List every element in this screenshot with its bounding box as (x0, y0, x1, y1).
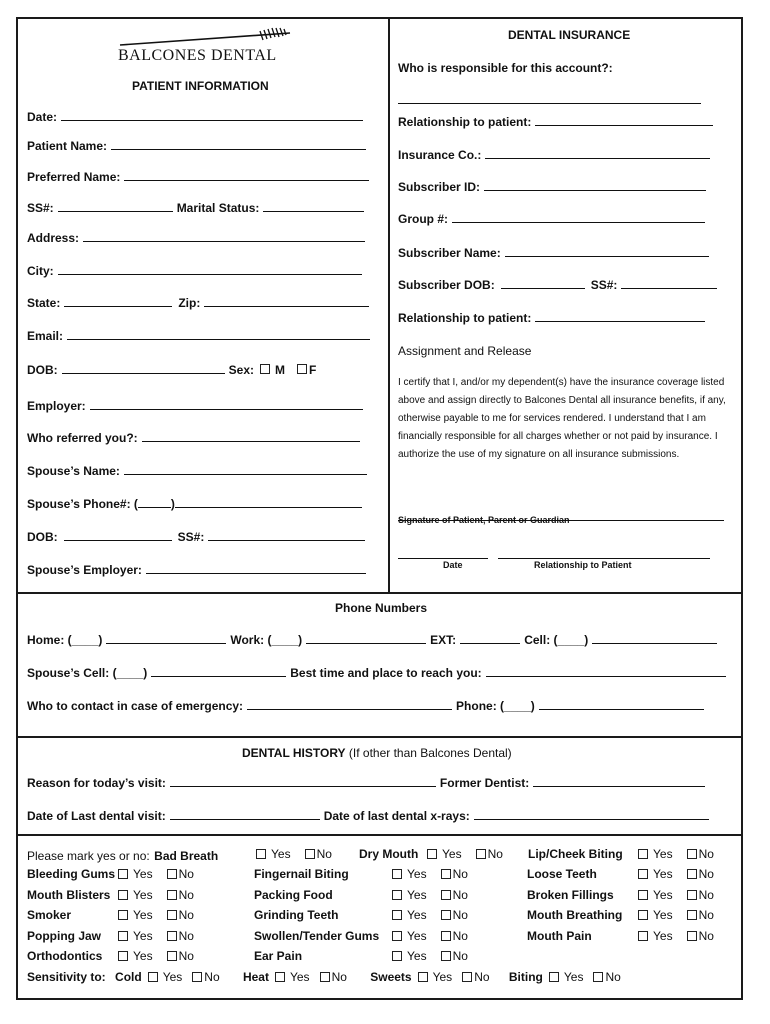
home-phone-line[interactable] (106, 633, 226, 644)
biting-yes-checkbox[interactable] (549, 972, 559, 982)
popping-jaw-options[interactable] (112, 929, 194, 943)
dry-mouth-options[interactable] (421, 847, 503, 861)
grinding-label: Grinding Teeth (254, 908, 339, 922)
spouse-phone-area-line[interactable] (138, 497, 171, 508)
date-line[interactable] (61, 110, 363, 121)
cold-label: Cold (115, 970, 142, 984)
bleeding-gums-no-checkbox[interactable] (167, 869, 177, 879)
city-field[interactable] (27, 264, 362, 278)
mouth-pain-no-checkbox[interactable] (687, 931, 697, 941)
spouse-phone-label: Spouse’s Phone#: ( (27, 497, 138, 511)
signature-label: Signature of Patient, Parent or Guardian (398, 515, 570, 525)
mouth-blisters-no-checkbox[interactable] (167, 890, 177, 900)
responsible-line[interactable] (398, 93, 701, 104)
city-line[interactable] (58, 264, 362, 275)
yes-label: Yes (653, 847, 673, 861)
fingernail-no-checkbox[interactable] (441, 869, 451, 879)
no-label: No (452, 929, 468, 943)
no-label: No (178, 949, 194, 963)
ssn-marital-field[interactable] (27, 201, 364, 215)
popping-jaw-yes-checkbox[interactable] (118, 931, 128, 941)
no-label: No (605, 970, 621, 984)
heat-no-checkbox[interactable] (320, 972, 330, 982)
referred-label: Who referred you?: (27, 431, 138, 445)
no-label: No (452, 908, 468, 922)
fingernail-options[interactable] (386, 867, 468, 881)
referred-field[interactable] (27, 431, 360, 445)
loose-teeth-options[interactable] (632, 867, 714, 881)
no-label: No (452, 888, 468, 902)
ext-line[interactable] (460, 633, 520, 644)
work-phone-line[interactable] (306, 633, 426, 644)
last-xrays-line[interactable] (474, 809, 709, 820)
spouse-dob-line[interactable] (64, 530, 172, 541)
no-label: No (178, 908, 194, 922)
grinding-options[interactable] (386, 908, 468, 922)
cell-phone-line[interactable] (592, 633, 717, 644)
signature-date-label: Date (443, 560, 463, 570)
last-xrays-label: Date of last dental x-rays: (323, 809, 470, 823)
no-label: No (331, 970, 347, 984)
cold-no-checkbox[interactable] (192, 972, 202, 982)
marital-status-label: Marital Status: (176, 201, 260, 215)
yes-label: Yes (407, 888, 427, 902)
yes-label: Yes (653, 908, 673, 922)
fingernail-label: Fingernail Biting (254, 867, 349, 881)
relationship1-line[interactable] (535, 115, 713, 126)
dental-history-title (242, 744, 512, 762)
yes-label: Yes (289, 970, 310, 984)
bad-breath-label: Bad Breath (154, 849, 219, 863)
dental-history-title-note: (If other than Balcones Dental) (345, 746, 512, 760)
swollen-gums-no-checkbox[interactable] (441, 931, 451, 941)
insurance-co-label: Insurance Co.: (398, 148, 482, 162)
mouth-blisters-options[interactable] (112, 888, 194, 902)
spouse-phone-paren: ) (170, 497, 175, 511)
emergency-phone-line[interactable] (539, 699, 704, 710)
relationship1-label: Relationship to patient: (398, 115, 532, 129)
no-label: No (452, 867, 468, 881)
sensitivity-row[interactable] (27, 970, 621, 984)
packing-food-label: Packing Food (254, 888, 333, 902)
cold-yes-checkbox[interactable] (148, 972, 158, 982)
home-phone-label: Home: (____) (27, 633, 103, 647)
history-row-2[interactable] (27, 809, 709, 823)
yes-label: Yes (442, 847, 462, 861)
relationship1-field[interactable] (398, 115, 713, 129)
preferred-name-line[interactable] (124, 170, 369, 181)
patient-name-label: Patient Name: (27, 139, 108, 153)
subscriber-ssn-line[interactable] (621, 278, 717, 289)
phones-row-2[interactable] (27, 666, 726, 680)
phones-title: Phone Numbers (335, 601, 428, 615)
subscriber-dob-line[interactable] (501, 278, 585, 289)
dry-mouth-no-checkbox[interactable] (476, 849, 486, 859)
sex-m-checkbox[interactable] (260, 364, 270, 374)
bleeding-gums-yes-checkbox[interactable] (118, 869, 128, 879)
city-label: City: (27, 264, 54, 278)
smoker-label: Smoker (27, 908, 72, 922)
spouse-cell-line[interactable] (151, 666, 286, 677)
dental-form (16, 17, 743, 1000)
sex-label: Sex: (228, 363, 255, 377)
ear-pain-label: Ear Pain (254, 949, 303, 963)
spouse-employer-line[interactable] (146, 563, 366, 574)
mouth-pain-options[interactable] (632, 929, 714, 943)
mouth-breathing-no-checkbox[interactable] (687, 910, 697, 920)
logo-mark-icon (108, 25, 308, 47)
work-phone-label: Work: (____) (230, 633, 303, 647)
no-label: No (698, 908, 714, 922)
yes-label: Yes (407, 929, 427, 943)
popping-jaw-no-checkbox[interactable] (167, 931, 177, 941)
phones-row-3[interactable] (27, 699, 704, 713)
responsible-field[interactable] (398, 93, 701, 104)
spouse-ssn-line[interactable] (208, 530, 365, 541)
mouth-breathing-yes-checkbox[interactable] (638, 910, 648, 920)
patient-name-line[interactable] (111, 139, 366, 150)
insurance-title: DENTAL INSURANCE (508, 28, 631, 42)
insurance-co-line[interactable] (485, 148, 710, 159)
lip-cheek-label: Lip/Cheek Biting (528, 847, 623, 861)
no-label: No (316, 847, 332, 861)
email-label: Email: (27, 329, 64, 343)
subscriber-name-label: Subscriber Name: (398, 246, 501, 260)
bleeding-gums-options[interactable] (112, 867, 194, 881)
responsible-label: Who is responsible for this account?: (398, 61, 613, 75)
broken-fillings-label: Broken Fillings (527, 888, 614, 902)
mouth-pain-label: Mouth Pain (527, 929, 592, 943)
sex-f-checkbox[interactable] (297, 364, 307, 374)
emergency-contact-line[interactable] (247, 699, 452, 710)
reason-label: Reason for today’s visit: (27, 776, 166, 790)
phones-row-1[interactable] (27, 633, 717, 647)
insurance-co-field[interactable] (398, 148, 710, 162)
yes-label: Yes (563, 970, 584, 984)
spouse-name-field[interactable] (27, 464, 367, 478)
conditions-row-1 (27, 847, 218, 865)
patient-info-title: PATIENT INFORMATION (132, 79, 269, 93)
spouse-ssn-label: SS#: (177, 530, 205, 544)
spouse-employer-field[interactable] (27, 563, 366, 577)
no-label: No (178, 888, 194, 902)
dob-label: DOB: (27, 363, 58, 377)
yes-label: Yes (162, 970, 183, 984)
emergency-contact-label: Who to contact in case of emergency: (27, 699, 244, 713)
spouse-dob-ssn-field[interactable] (27, 530, 365, 544)
sweets-no-checkbox[interactable] (462, 972, 472, 982)
marital-status-line[interactable] (263, 201, 364, 212)
no-label: No (178, 929, 194, 943)
broken-fillings-yes-checkbox[interactable] (638, 890, 648, 900)
state-label: State: (27, 296, 61, 310)
group-field[interactable] (398, 212, 705, 226)
mouth-blisters-yes-checkbox[interactable] (118, 890, 128, 900)
ssn-label: SS#: (27, 201, 54, 215)
no-label: No (452, 949, 468, 963)
former-dentist-line[interactable] (533, 776, 705, 787)
grinding-no-checkbox[interactable] (441, 910, 451, 920)
lip-cheek-no-checkbox[interactable] (687, 849, 697, 859)
dob-line[interactable] (62, 363, 225, 374)
subscriber-name-field[interactable] (398, 246, 709, 260)
emergency-phone-label: Phone: (____) (456, 699, 535, 713)
subscriber-id-line[interactable] (484, 180, 706, 191)
yes-label: Yes (653, 929, 673, 943)
yes-label: Yes (133, 867, 153, 881)
fingernail-yes-checkbox[interactable] (392, 869, 402, 879)
preferred-name-field[interactable] (27, 170, 369, 184)
broken-fillings-no-checkbox[interactable] (687, 890, 697, 900)
no-label: No (698, 867, 714, 881)
date-label: Date: (27, 110, 58, 124)
spouse-dob-label: DOB: (27, 530, 58, 544)
biting-no-checkbox[interactable] (593, 972, 603, 982)
orthodontics-options[interactable] (112, 949, 194, 963)
swollen-gums-yes-checkbox[interactable] (392, 931, 402, 941)
yes-label: Yes (432, 970, 453, 984)
bad-breath-no-checkbox[interactable] (305, 849, 315, 859)
popping-jaw-label: Popping Jaw (27, 929, 102, 943)
spouse-phone-field[interactable] (27, 497, 362, 511)
yes-label: Yes (653, 867, 673, 881)
swollen-gums-label: Swollen/Tender Gums (254, 929, 380, 943)
last-visit-line[interactable] (170, 809, 320, 820)
section-divider-phones (18, 592, 741, 594)
email-field[interactable] (27, 329, 370, 343)
loose-teeth-no-checkbox[interactable] (687, 869, 697, 879)
smoker-yes-checkbox[interactable] (118, 910, 128, 920)
former-dentist-label: Former Dentist: (439, 776, 530, 790)
best-time-line[interactable] (486, 666, 726, 677)
mouth-breathing-options[interactable] (632, 908, 714, 922)
column-divider (388, 19, 390, 592)
employer-line[interactable] (90, 399, 363, 410)
assignment-title: Assignment and Release (398, 344, 532, 358)
state-line[interactable] (64, 296, 172, 307)
assignment-text: I certify that I, and/or my dependent(s) have the insurance coverage listed above and assign directly to Balcones Dental all insurance benefits, if any, otherwise payable to me for services rendered. I understand that I am financially responsible for all charges whether or not paid by insurance. I authorize the use of my signature on all insurance submissions. (398, 377, 726, 460)
signature-relationship-label: Relationship to Patient (534, 560, 632, 570)
logo-text: BALCONES DENTAL (118, 47, 277, 64)
address-field[interactable] (27, 231, 365, 245)
history-row-1[interactable] (27, 776, 705, 790)
mouth-pain-yes-checkbox[interactable] (638, 931, 648, 941)
yes-label: Yes (133, 949, 153, 963)
yes-label: Yes (407, 949, 427, 963)
conditions-prompt: Please mark yes or no: (27, 849, 150, 863)
spouse-name-line[interactable] (124, 464, 367, 475)
biting-label: Biting (508, 970, 543, 984)
subscriber-dob-ssn-field[interactable] (398, 278, 717, 292)
ear-pain-options[interactable] (386, 949, 468, 963)
broken-fillings-options[interactable] (632, 888, 714, 902)
sensitivity-label: Sensitivity to: (27, 970, 106, 984)
dry-mouth-label: Dry Mouth (359, 847, 419, 861)
preferred-name-label: Preferred Name: (27, 170, 121, 184)
patient-name-field[interactable] (27, 139, 366, 153)
lip-cheek-options[interactable] (632, 847, 714, 861)
zip-line[interactable] (204, 296, 369, 307)
ear-pain-no-checkbox[interactable] (441, 951, 451, 961)
state-zip-field[interactable] (27, 296, 369, 310)
cell-phone-label: Cell: (____) (524, 633, 589, 647)
subscriber-id-field[interactable] (398, 180, 706, 194)
spouse-employer-label: Spouse’s Employer: (27, 563, 142, 577)
group-label: Group #: (398, 212, 448, 226)
employer-field[interactable] (27, 399, 363, 413)
yes-label: Yes (271, 847, 291, 861)
heat-yes-checkbox[interactable] (275, 972, 285, 982)
yes-label: Yes (407, 908, 427, 922)
section-divider-history (18, 736, 741, 738)
bleeding-gums-label: Bleeding Gums (27, 867, 116, 881)
spouse-cell-label: Spouse’s Cell: (____) (27, 666, 148, 680)
reason-line[interactable] (170, 776, 436, 787)
ext-label: EXT: (430, 633, 457, 647)
packing-food-no-checkbox[interactable] (441, 890, 451, 900)
swollen-gums-options[interactable] (386, 929, 468, 943)
relationship2-label: Relationship to patient: (398, 311, 532, 325)
spouse-phone-line[interactable] (175, 497, 362, 508)
ssn-line[interactable] (58, 201, 173, 212)
orthodontics-no-checkbox[interactable] (167, 951, 177, 961)
subscriber-ssn-label: SS#: (590, 278, 618, 292)
no-label: No (698, 847, 714, 861)
orthodontics-label: Orthodontics (27, 949, 103, 963)
loose-teeth-yes-checkbox[interactable] (638, 869, 648, 879)
sex-f-label: F (309, 363, 317, 377)
section-divider-conditions (18, 834, 741, 836)
mouth-blisters-label: Mouth Blisters (27, 888, 111, 902)
address-line[interactable] (83, 231, 365, 242)
grinding-yes-checkbox[interactable] (392, 910, 402, 920)
sex-m-label: M (275, 363, 286, 377)
bad-breath-yes-checkbox[interactable] (256, 849, 266, 859)
referred-line[interactable] (142, 431, 360, 442)
smoker-no-checkbox[interactable] (167, 910, 177, 920)
spouse-name-label: Spouse’s Name: (27, 464, 120, 478)
best-time-label: Best time and place to reach you: (290, 666, 482, 680)
last-visit-label: Date of Last dental visit: (27, 809, 166, 823)
dental-history-title-bold: DENTAL HISTORY (242, 746, 346, 760)
no-label: No (204, 970, 220, 984)
signature-relationship-line[interactable] (498, 548, 710, 559)
address-label: Address: (27, 231, 80, 245)
employer-label: Employer: (27, 399, 86, 413)
sweets-yes-checkbox[interactable] (418, 972, 428, 982)
loose-teeth-label: Loose Teeth (527, 867, 597, 881)
mouth-breathing-label: Mouth Breathing (527, 908, 623, 922)
no-label: No (698, 929, 714, 943)
lip-cheek-yes-checkbox[interactable] (638, 849, 648, 859)
group-line[interactable] (452, 212, 705, 223)
email-line[interactable] (67, 329, 370, 340)
heat-label: Heat (242, 970, 269, 984)
subscriber-dob-label: Subscriber DOB: (398, 278, 495, 292)
subscriber-name-line[interactable] (505, 246, 709, 257)
zip-label: Zip: (178, 296, 201, 310)
dob-sex-field[interactable] (27, 363, 316, 377)
yes-label: Yes (653, 888, 673, 902)
no-label: No (487, 847, 503, 861)
packing-food-yes-checkbox[interactable] (392, 890, 402, 900)
yes-label: Yes (133, 929, 153, 943)
packing-food-options[interactable] (386, 888, 468, 902)
relationship2-field[interactable] (398, 311, 705, 325)
relationship2-line[interactable] (535, 311, 705, 322)
smoker-options[interactable] (112, 908, 194, 922)
bad-breath-options[interactable] (250, 847, 332, 861)
subscriber-id-label: Subscriber ID: (398, 180, 481, 194)
no-label: No (698, 888, 714, 902)
no-label: No (474, 970, 490, 984)
signature-date-line[interactable] (398, 548, 488, 559)
yes-label: Yes (133, 888, 153, 902)
date-field[interactable] (27, 110, 363, 124)
orthodontics-yes-checkbox[interactable] (118, 951, 128, 961)
sweets-label: Sweets (370, 970, 412, 984)
no-label: No (178, 867, 194, 881)
ear-pain-yes-checkbox[interactable] (392, 951, 402, 961)
yes-label: Yes (407, 867, 427, 881)
dry-mouth-yes-checkbox[interactable] (427, 849, 437, 859)
yes-label: Yes (133, 908, 153, 922)
